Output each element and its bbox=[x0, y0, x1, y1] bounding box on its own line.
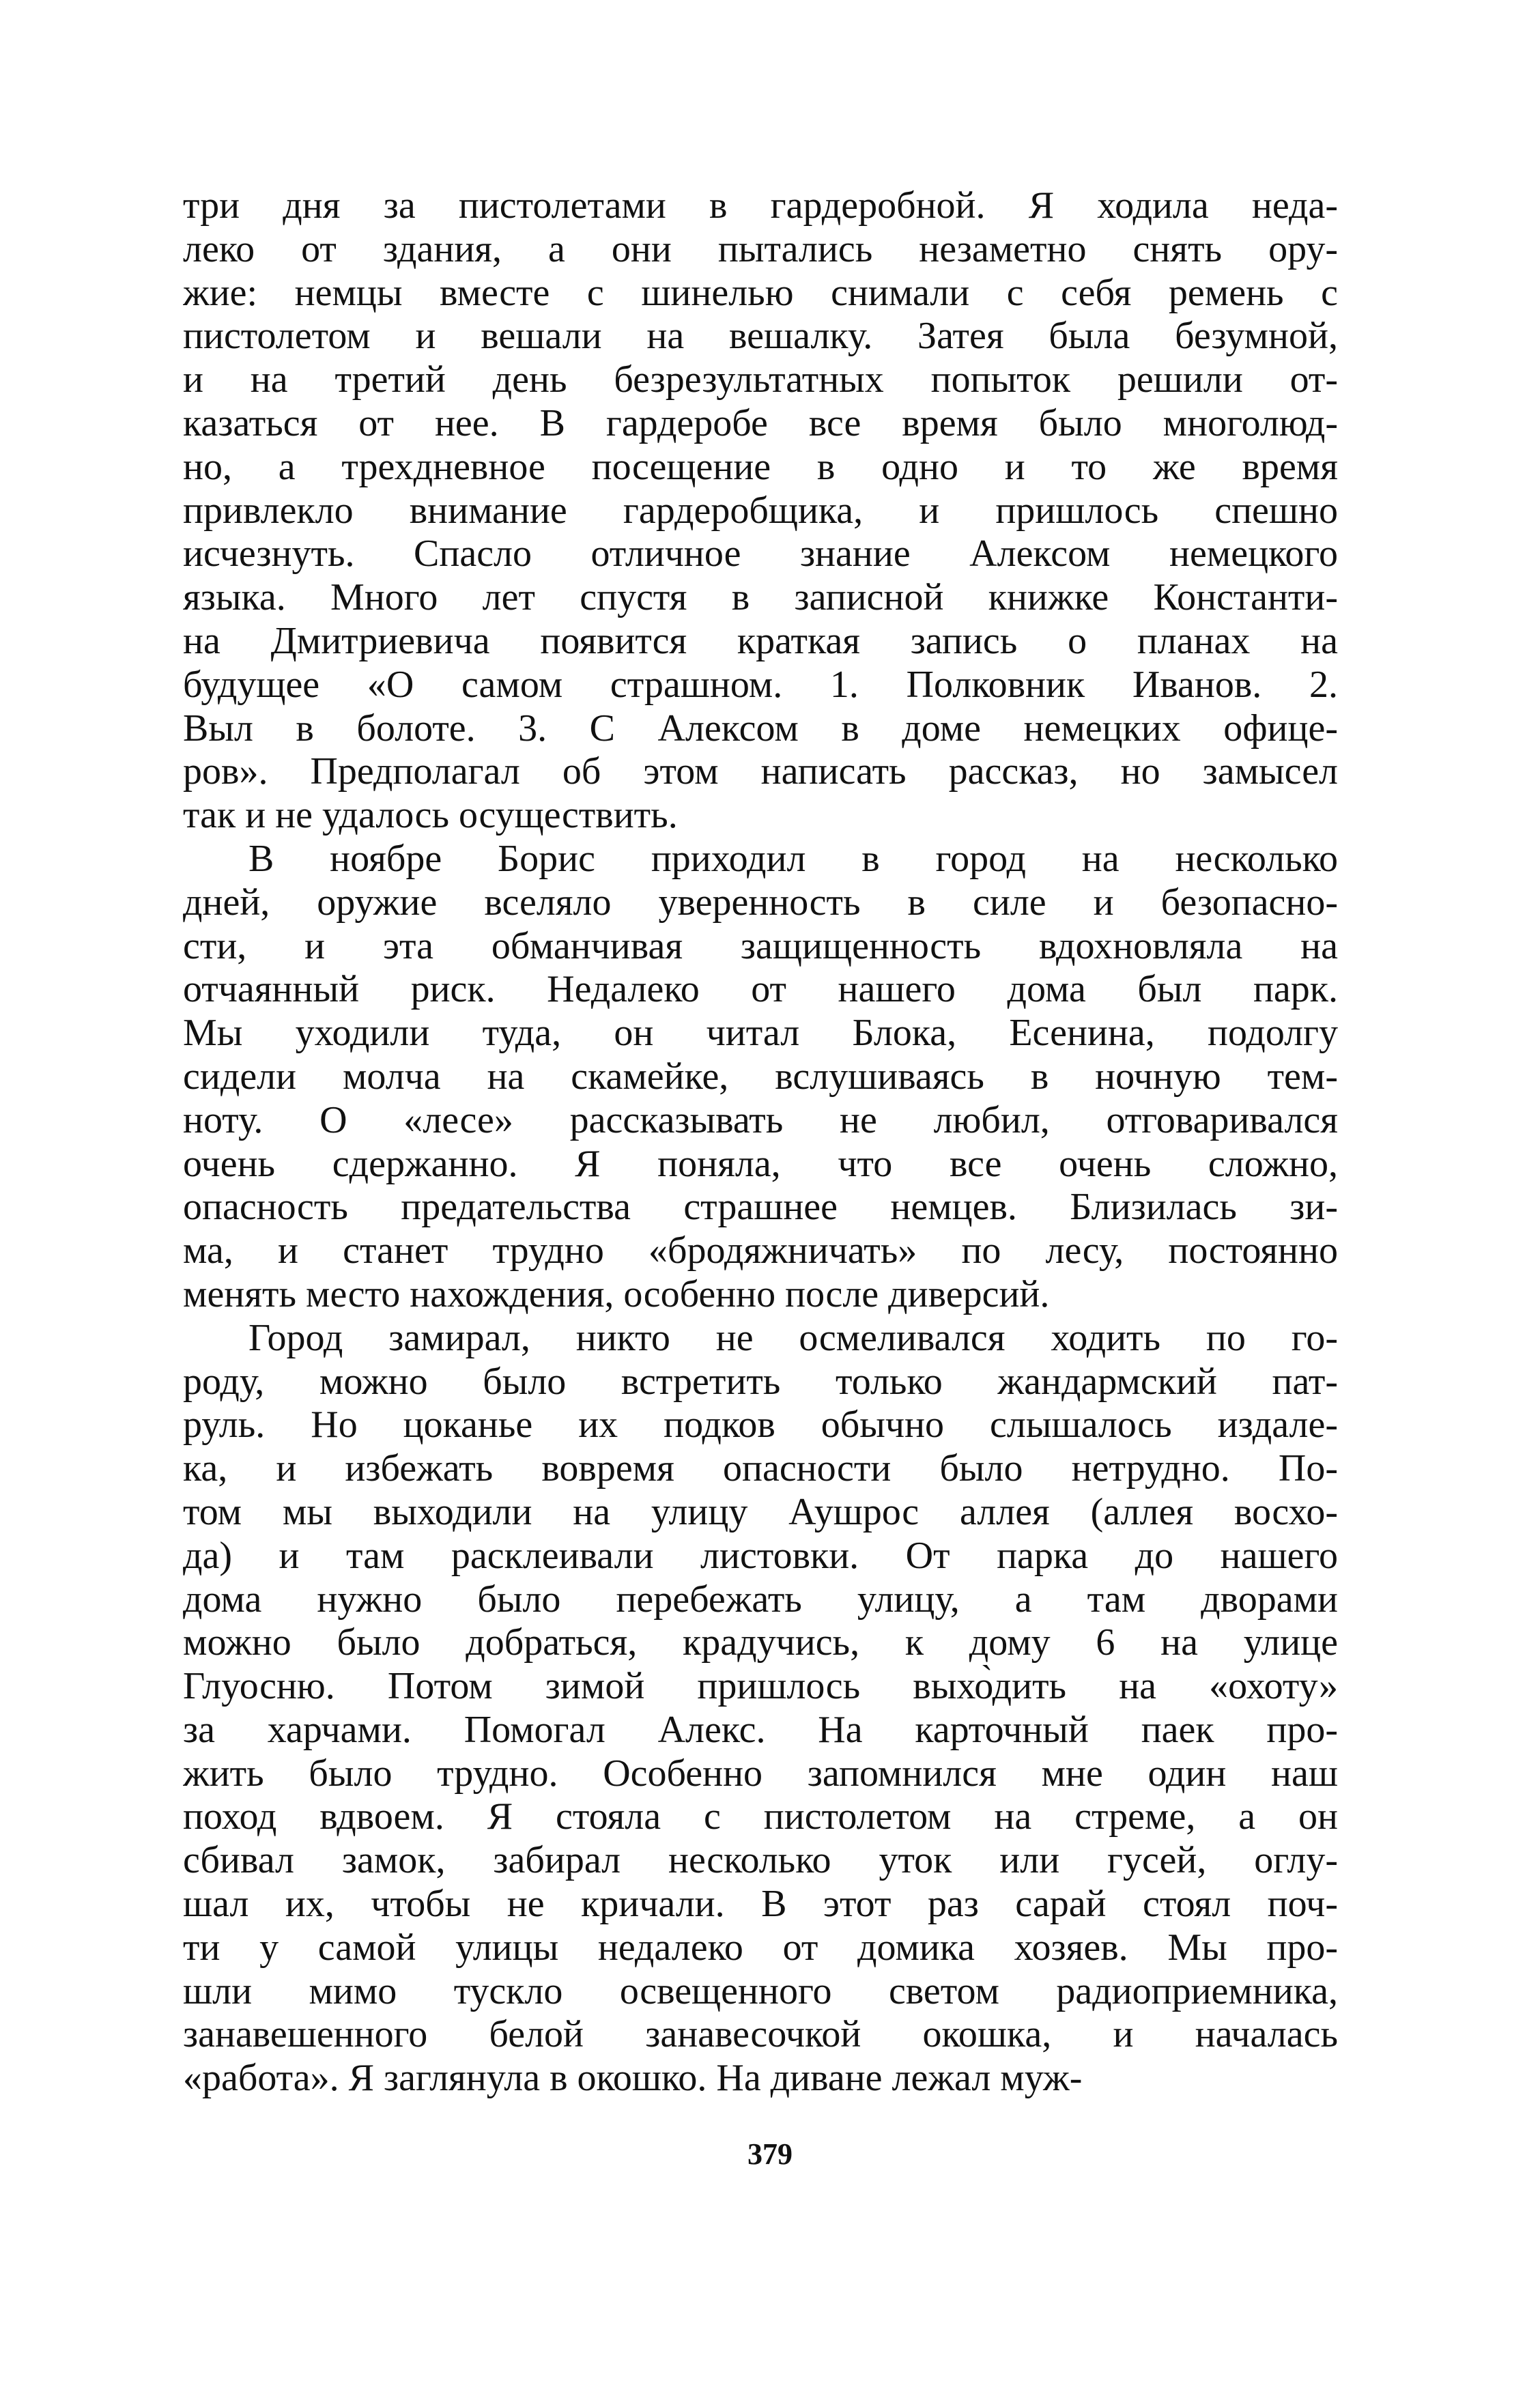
text-line: руль. Но цоканье их подков обычно слышалось издале- bbox=[183, 1403, 1338, 1447]
text-line: жие: немцы вместе с шинелью снимали с себя ремень с bbox=[183, 271, 1338, 314]
text-line: ка, и избежать вовремя опасности было нетрудно. По- bbox=[183, 1447, 1338, 1490]
text-line: за харчами. Помогал Алекс. На карточный паек про- bbox=[183, 1708, 1338, 1751]
text-line: ноту. О «лесе» рассказывать не любил, отговаривался bbox=[183, 1098, 1338, 1141]
text-line: дней, оружие вселяло уверенность в силе и безопасно- bbox=[183, 881, 1338, 924]
text-line: Выл в болоте. 3. С Алексом в доме немецких офице- bbox=[183, 707, 1338, 750]
text-line: поход вдвоем. Я стояла с пистолетом на стреме, а он bbox=[183, 1795, 1338, 1838]
text-line: на Дмитриевича появится краткая запись о планах на bbox=[183, 619, 1338, 662]
text-line: очень сдержанно. Я поняла, что все очень сложно, bbox=[183, 1142, 1338, 1185]
text-line: и на третий день безрезультатных попыток решили от- bbox=[183, 358, 1338, 401]
text-line: три дня за пистолетами в гардеробной. Я ходила неда- bbox=[183, 184, 1338, 227]
text-line: исчезнуть. Спасло отличное знание Алексом немецкого bbox=[183, 532, 1338, 575]
text-line: менять место нахождения, особенно после диверсий. bbox=[183, 1272, 1050, 1315]
text-line: будущее «О самом страшном. 1. Полковник Иванов. 2. bbox=[183, 663, 1338, 706]
text-line: роду, можно было встретить только жандармский пат- bbox=[183, 1360, 1338, 1403]
paragraph bbox=[183, 184, 1338, 838]
text-line: сти, и эта обманчивая защищенность вдохновляла на bbox=[183, 924, 1338, 967]
text-line: сбивал замок, забирал несколько уток или гусей, оглу- bbox=[183, 1839, 1338, 1882]
text-line: Мы уходили туда, он читал Блока, Есенина, подолгу bbox=[183, 1012, 1338, 1055]
text-line: сидели молча на скамейке, вслушиваясь в ночную тем- bbox=[183, 1055, 1338, 1098]
text-line: Город замирал, никто не осмеливался ходить по го- bbox=[248, 1316, 1338, 1359]
text-line: дома нужно было перебежать улицу, а там дворами bbox=[183, 1578, 1338, 1621]
text-line: шли мимо тускло освещенного светом радиоприемника, bbox=[183, 1969, 1338, 2012]
text-line: ров». Предполагал об этом написать рассказ, но замысел bbox=[183, 750, 1338, 793]
text-line: пистолетом и вешали на вешалку. Затея была безумной, bbox=[183, 315, 1338, 358]
text-line: опасность предательства страшнее немцев. Близилась зи- bbox=[183, 1186, 1338, 1229]
text-line: «работа». Я заглянула в окошко. На диване лежал муж- bbox=[183, 2057, 1083, 2100]
text-line: так и не удалось осуществить. bbox=[183, 794, 678, 837]
text-line: языка. Много лет спустя в записной книжке Константи- bbox=[183, 576, 1338, 619]
text-line: можно было добраться, крадучись, к дому 6 на улице bbox=[183, 1621, 1338, 1664]
text-line: леко от здания, а они пытались незаметно снять ору- bbox=[183, 227, 1338, 270]
text-line: привлекло внимание гардеробщика, и пришлось спешно bbox=[183, 489, 1338, 532]
text-line: шал их, чтобы не кричали. В этот раз сарай стоял поч- bbox=[183, 1883, 1338, 1926]
text-line: жить было трудно. Особенно запомнился мне один наш bbox=[183, 1752, 1338, 1795]
text-line: ма, и станет трудно «бродяжничать» по лесу, постоянно bbox=[183, 1229, 1338, 1272]
text-line: занавешенного белой занавесочкой окошка, и началась bbox=[183, 2013, 1338, 2056]
text-line: В ноябре Борис приходил в город на несколько bbox=[248, 837, 1338, 880]
body-text bbox=[183, 184, 1338, 2100]
text-line: но, а трехдневное посещение в одно и то же время bbox=[183, 445, 1338, 488]
text-line: казаться от нее. В гардеробе все время было многолюд- bbox=[183, 401, 1338, 444]
paragraph bbox=[183, 838, 1338, 1317]
text-line: отчаянный риск. Недалеко от нашего дома был парк. bbox=[183, 968, 1338, 1011]
paragraph bbox=[183, 1317, 1338, 2100]
text-line: том мы выходили на улицу Аушрос аллея (аллея восхо- bbox=[183, 1490, 1338, 1533]
text-line: да) и там расклеивали листовки. От парка до нашего bbox=[183, 1534, 1338, 1577]
page-number: 379 bbox=[747, 2137, 793, 2171]
text-line: ти у самой улицы недалеко от домика хозяев. Мы про- bbox=[183, 1926, 1338, 1969]
text-line: Глуосню. Потом зимой пришлось выхо̀дить на «охоту» bbox=[183, 1665, 1338, 1708]
